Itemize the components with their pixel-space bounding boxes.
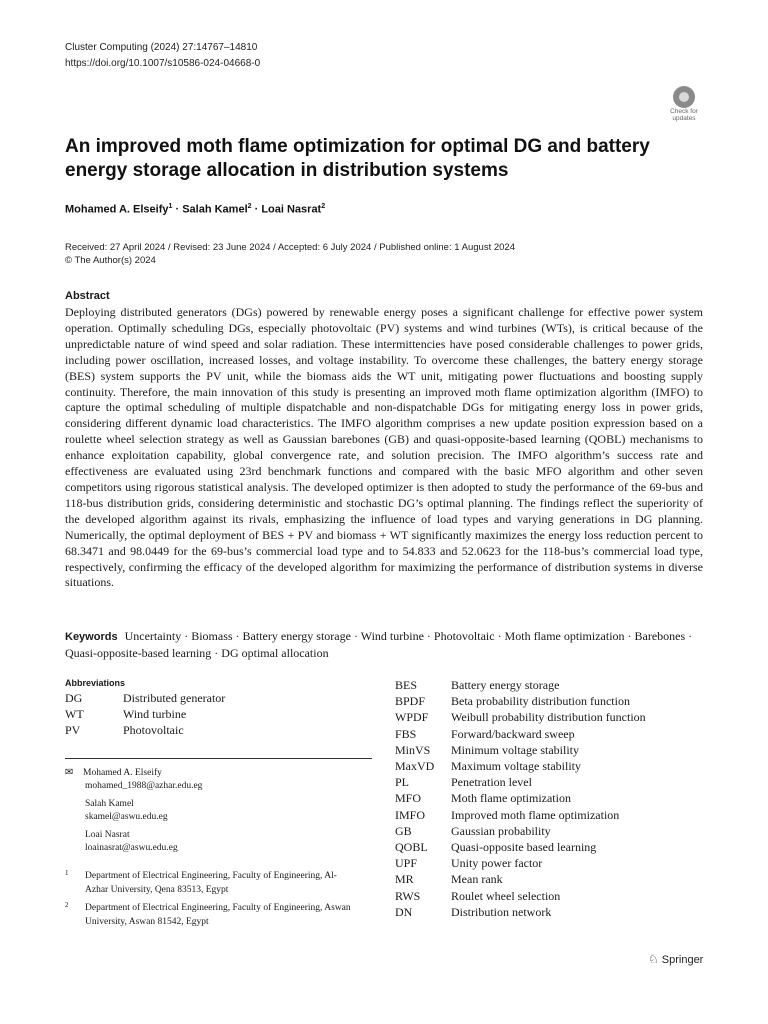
envelope-icon: ✉ [65, 767, 74, 778]
abbreviation-row [395, 693, 646, 709]
author-name: Loai Nasrat [261, 203, 322, 216]
springer-horse-icon: ♘ [648, 952, 659, 966]
keywords-section [65, 628, 705, 661]
abbreviation-row [395, 726, 646, 742]
journal-citation: Cluster Computing (2024) 27:14767–14810 [65, 42, 258, 53]
abbreviation-definition: Weibull probability distribution function [451, 710, 646, 725]
abbreviation-row [395, 677, 646, 693]
abbreviation-term: DG [65, 691, 83, 705]
author-affiliation-mark: 1 [168, 203, 173, 210]
affiliation-number: 1 [65, 869, 69, 877]
keywords-text: Uncertainty · Biomass · Battery energy storage · Wind turbine · Photovoltaic · Moth flame optimization · Barebones · Quasi-opposite-based learning · DG optimal allocation [65, 629, 693, 660]
co-author [65, 798, 375, 824]
abbreviation-term: MinVS [395, 742, 431, 757]
abbreviation-term: FBS [395, 726, 417, 741]
abbreviation-definition: Improved moth flame optimization [451, 807, 620, 822]
abbreviation-definition: Beta probability distribution function [451, 694, 630, 709]
history-line: Received: 27 April 2024 / Revised: 23 June 2024 / Accepted: 6 July 2024 / Published online: 1 August 2024 [65, 242, 515, 253]
abbreviation-term: RWS [395, 888, 421, 903]
abbreviation-term: UPF [395, 856, 418, 871]
abbreviation-definition: Moth flame optimization [451, 791, 571, 806]
co-author-email[interactable]: loainasrat@aswu.edu.eg [85, 843, 178, 853]
corresponding-author [65, 766, 375, 793]
check-updates-icon [673, 86, 695, 108]
co-author-name: Salah Kamel [85, 799, 134, 809]
abbreviation-row [65, 690, 225, 706]
abbreviation-definition: Gaussian probability [451, 823, 551, 838]
affiliation-number: 2 [65, 901, 69, 909]
copyright-line: © The Author(s) 2024 [65, 255, 156, 266]
footnote-divider [65, 758, 372, 759]
publication-dates [65, 241, 515, 267]
abbreviation-row [395, 888, 646, 904]
corr-author-name: Mohamed A. Elseify [83, 768, 162, 778]
author-affiliation-mark: 2 [321, 203, 326, 210]
author-separator: · [172, 203, 183, 216]
author-name: Mohamed A. Elseify [65, 203, 169, 216]
abbreviation-row [395, 904, 646, 920]
abbreviation-row [65, 722, 225, 738]
abstract-text: Deploying distributed generators (DGs) powered by renewable energy poses a significant challenge for effective power system operation. Optimally scheduling DGs, especially photovoltaic (PV) systems and wind turbines (WTs), is critical because of the unpredictable nature of wind speed and solar radiation. These intermittencies have posed considerable challenges to power grids, including power oscillation, increased losses, and voltage instability. To overcome these challenges, the battery energy storage (BES) system supports the PV unit, while the biomass aids the WT unit, mitigating power fluctuations and boosting supply continuity. Therefore, the main innovation of this study is presenting an improved moth flame optimization algorithm (IMFO) to capture the optimal scheduling of multiple dispatchable and non-dispatchable DGs for mitigating energy loss in power grids, considering different dynamic load characteristics. The IMFO algorithm comprises a new update position expression based on a roulette wheel selection strategy as well as Gaussian barebones (GB) and quasi-opposite-based learning (QOBL) mechanisms to enhance exploitation capability, global convergence rate, and solution precision. The IMFO algorithm’s success rate and effectiveness are evaluated using 23rd benchmark functions and compared with the basic MFO algorithm and other seven competitors using rigorous statistical analysis. The developed optimizer is then adopted to study the performance of the 69-bus and 118-bus distribution grids, considering deterministic and stochastic DG’s optimal planning. The findings reflect the superiority of the developed algorithm against its rivals, emphasizing the influence of load types and varying generations in DG planning. Numerically, the optimal deployment of BES + PV and biomass + WT significantly maximizes the energy loss reduction percent to 68.3471 and 98.0449 for the 69-bus’s commercial load type and to 54.833 and 52.0623 for the 118-bus’s commercial load type, respectively, confirming the efficacy of the developed algorithm for maximizing the performance of distribution systems in diverse situations. [65, 305, 703, 590]
author-affiliation-mark: 2 [247, 203, 252, 210]
affiliation-text: Department of Electrical Engineering, Faculty of Engineering, Al-Azhar University, Qena 83513, Egypt [85, 871, 337, 895]
abbreviation-row [395, 709, 646, 725]
abbreviation-row [395, 807, 646, 823]
paper-title: An improved moth flame optimization for optimal DG and battery energy storage allocation in distribution systems [65, 136, 650, 181]
abbreviation-row [395, 742, 646, 758]
abbreviation-definition: Minimum voltage stability [451, 742, 579, 757]
badge-label: Check for updates [670, 108, 698, 122]
abbreviation-term: BPDF [395, 694, 426, 709]
author-separator: · [251, 203, 262, 216]
abbreviation-definition: Roulet wheel selection [451, 888, 561, 903]
abbreviation-definition: Quasi-opposite based learning [451, 840, 597, 855]
abbreviation-definition: Penetration level [451, 775, 532, 790]
abbreviation-row [395, 871, 646, 887]
abbreviation-term: MR [395, 872, 414, 887]
abbreviations-right-list [395, 677, 646, 920]
check-for-updates-badge[interactable] [664, 84, 704, 126]
abbreviation-term: PV [65, 723, 81, 737]
doi-link[interactable]: https://doi.org/10.1007/s10586-024-04668-0 [65, 58, 261, 69]
abbreviation-term: BES [395, 678, 418, 692]
abstract-heading: Abstract [65, 290, 110, 302]
abbreviation-definition: Photovoltaic [123, 723, 184, 737]
abbreviation-definition: Wind turbine [123, 707, 187, 721]
publisher-name: Springer [661, 954, 704, 966]
abbreviations-left-list [65, 690, 225, 738]
abbreviation-term: DN [395, 904, 413, 919]
keywords-heading: Keywords [65, 631, 118, 643]
abbreviation-term: MFO [395, 791, 422, 806]
co-author-name: Loai Nasrat [85, 830, 130, 840]
abbreviation-row [65, 706, 225, 722]
co-author [65, 829, 375, 855]
abbreviation-term: WT [65, 707, 84, 721]
abbreviation-definition: Forward/backward sweep [451, 726, 575, 741]
affiliation-2 [65, 901, 355, 929]
abbreviation-term: QOBL [395, 840, 428, 855]
abbreviation-definition: Distributed generator [123, 691, 226, 705]
author-name: Salah Kamel [182, 203, 248, 216]
abbreviation-row [395, 758, 646, 774]
abbreviation-definition: Maximum voltage stability [451, 759, 581, 774]
abbreviation-term: IMFO [395, 807, 426, 822]
corr-author-email[interactable]: mohamed_1988@azhar.edu.eg [85, 781, 203, 791]
publisher-logo [648, 952, 703, 966]
affiliation-1 [65, 869, 355, 897]
abbreviation-definition: Mean rank [451, 872, 503, 887]
abbreviation-term: MaxVD [395, 759, 435, 774]
abbreviation-term: WPDF [395, 710, 429, 725]
journal-header [65, 40, 260, 72]
abbreviation-term: PL [395, 775, 410, 790]
abbreviation-row [395, 855, 646, 871]
abbreviation-definition: Battery energy storage [451, 678, 560, 692]
author-list [65, 203, 325, 216]
abbreviations-heading: Abbreviations [65, 678, 126, 688]
affiliation-text: Department of Electrical Engineering, Faculty of Engineering, Aswan University, Aswan 81542, Egypt [85, 903, 351, 927]
abbreviation-row [395, 790, 646, 806]
abbreviation-term: GB [395, 823, 412, 838]
abbreviation-row [395, 823, 646, 839]
abbreviation-definition: Unity power factor [451, 856, 543, 871]
correspondence-block [65, 766, 375, 860]
abbreviation-definition: Distribution network [451, 904, 552, 919]
co-author-email[interactable]: skamel@aswu.edu.eg [85, 812, 168, 822]
abbreviation-row [395, 839, 646, 855]
abbreviation-row [395, 774, 646, 790]
